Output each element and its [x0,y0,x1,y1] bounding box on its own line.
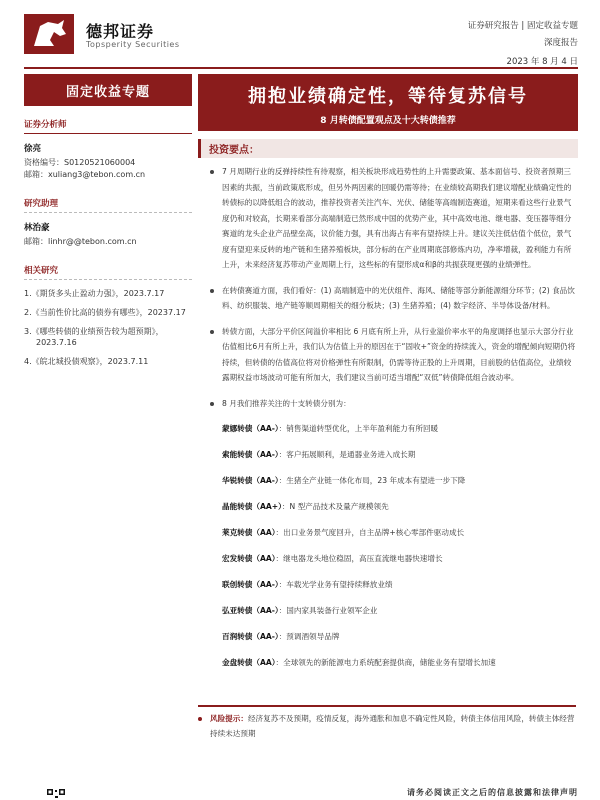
report-date: 2023 年 8 月 4 日 [506,57,578,67]
list-item [222,499,576,515]
bond-desc: ：国内家具装备行业领军企业 [278,606,378,615]
investment-points-heading: 投资要点： [198,139,578,158]
horse-logo-icon [24,14,74,54]
main-content [210,164,576,681]
paragraph-text: 7 月周期行业的反弹持续性有待观察，相关板块形成趋势性的上升需要政策、基本面信号、投资者预期三因素的共振，当前政策底形成，但另外两因素的回暖仍需等待；在业绩较高期我们建议增配业绩确定性的转债标的以降低组合的波动，推荐投资者关注汽车、光伏、储能等高端制造赛道，短期来看这些行业景气度仍和对较高，长期来看部分高端制造已然形成中国的优势产业，其中高效电池、继电器、变压器等细分赛道的龙头企业产品壁垒高，议价能力强，具有出海占有率有望持续上升。建议关注低估值个低位，景气度有望迎来反转的地产链和生猪养殖板块，部分标的在产业周期底部修炼内功，净率增裁，盈利能力有所上升，未来经济复苏带动产业周期上行，这些标的有望形成α和β的共振获现更强的业绩弹性。 [222,167,572,269]
disclaimer-footer: 请务必阅读正文之后的信息披露和法律声明 [407,788,578,797]
bond-name: 金盘转债（AA） [222,658,276,667]
assistant-heading: 研究助理 [24,197,192,213]
list-item [222,655,576,671]
related-item[interactable]: 1.《期货多头止盈动力强》，2023.7.17 [24,289,165,298]
brand-name: 德邦证券 [86,22,155,41]
list-item [222,551,576,567]
list-item [222,525,576,541]
bond-desc: ：预调酒领导品牌 [278,632,340,641]
bond-name: 蒙娜转债（AA-） [222,424,279,433]
report-title: 拥抱业绩确定性，等待复苏信号 [248,86,528,107]
assistant-name: 林治豪 [24,223,50,233]
bond-name: 莱克转债（AA） [222,528,276,537]
bond-name: 晶能转债（AA+） [222,502,282,511]
recommendation-list [210,421,576,671]
category-banner: 固定收益专题 [24,74,192,106]
bullet-icon [210,330,214,334]
analyst-license: 资格编号：S0120521060004 [24,158,136,167]
bond-desc: ：继电器龙头地位稳固，高压直流继电器快速增长 [275,554,443,563]
report-depth: 深度报告 [543,38,578,48]
bond-name: 联创转债（AA-） [222,580,279,589]
header-divider [24,67,578,69]
risk-label: 风险提示： [210,714,248,723]
sidebar [24,118,192,375]
paragraph-text: 在转债赛道方面，我们看好：(1) 高端制造中的光伏组件、海风、储能等部分新能源细分环节；(2) 食品饮料、纺织服装、地产链等顺周期相关的细分板块；(3) 生猪养殖；(4) 数字经济、半导体设备/材料。 [222,285,575,310]
list-item [222,603,576,619]
brand-logo [24,14,74,54]
bond-name: 百润转债（AA-） [222,632,279,641]
assistant-email[interactable]: 邮箱：linhr@@tebon.com.cn [24,237,137,246]
bond-desc: ：生猪全产业链一体化布局，23 年成本有望进一步下降 [278,476,466,485]
paragraph [210,283,576,314]
list-item [222,447,576,463]
bond-desc: ：N 型产品技术及量产规模领先 [281,502,389,511]
related-item[interactable]: 2.《当前性价比高的债券有哪些》，20237.17 [24,308,186,317]
list-item [222,629,576,645]
paragraph [210,324,576,386]
bond-desc: ：客户拓展顺利，是通器业务进入成长期 [278,450,416,459]
list-item [222,421,576,437]
bond-name: 宏发转债（AA） [222,554,276,563]
paragraph-text: 转债方面，大部分平价区间溢价率相比 6 月底有所上升，从行业溢价率水平的角度调择也显示大部分行业估值相比6月有所上升，我们认为估值上升的原因在于“固收+”资金的持续流入，资金的增配倾向短期仍将持续，但转债的估值高位将对价格弹性有所限制，仍需等待正股的上升周期，目前股的估值高位，业绩较露期权益市场波动可能有所加大，我们建议当前可适当增配“双低”转债降低组合波动率。 [222,326,576,382]
bond-desc: ：全球领先的新能源电力系统配套提供商，储能业务有望增长加速 [275,658,496,667]
bond-desc: ：销售渠道转型优化，上半年盈利能力有所回暖 [278,424,439,433]
bullet-icon [210,170,214,174]
list-item [222,577,576,593]
bond-name: 华锐转债（AA-） [222,476,279,485]
related-research-list [24,288,192,367]
analyst-heading: 证券分析师 [24,118,192,134]
report-subtitle: 8 月转债配置观点及十大转债推荐 [320,116,456,126]
analyst-email[interactable]: 邮箱：xuliang3@tebon.com.cn [24,170,146,179]
bond-name: 索能转债（AA-） [222,450,279,459]
risk-warning [198,705,576,741]
analyst-name: 徐亮 [24,144,42,154]
bond-desc: ：车载光学业务有望持续释放业绩 [278,580,393,589]
related-heading: 相关研究 [24,264,192,280]
qr-code-icon [46,788,66,800]
related-item[interactable]: 3.《哪些转债的业绩预告较为超预期》，2023.7.16 [24,327,164,347]
bullet-icon [210,289,214,293]
report-type: 证券研究报告 | 固定收益专题 [467,21,578,31]
paragraph [210,164,576,273]
related-item[interactable]: 4.《皖北城投债观察》，2023.7.11 [24,357,149,366]
bond-desc: ：出口业务景气度回升，自主品牌+核心零部件驱动成长 [275,528,465,537]
paragraph [210,396,576,412]
risk-text: 经济复苏不及预期，疫情反复，海外通胀和加息不确定性风险，转债主体信用风险，转债主体经营持续未达预期 [210,714,575,738]
brand-name-en: Topsperity Securities [86,40,180,49]
paragraph-text: 8 月我们推荐关注的十支转债分别为： [222,398,351,408]
bullet-icon [210,402,214,406]
report-meta [468,18,578,71]
list-item [222,473,576,489]
bullet-icon [198,717,202,721]
bond-name: 弘亚转债（AA-） [222,606,279,615]
title-banner [198,74,578,131]
